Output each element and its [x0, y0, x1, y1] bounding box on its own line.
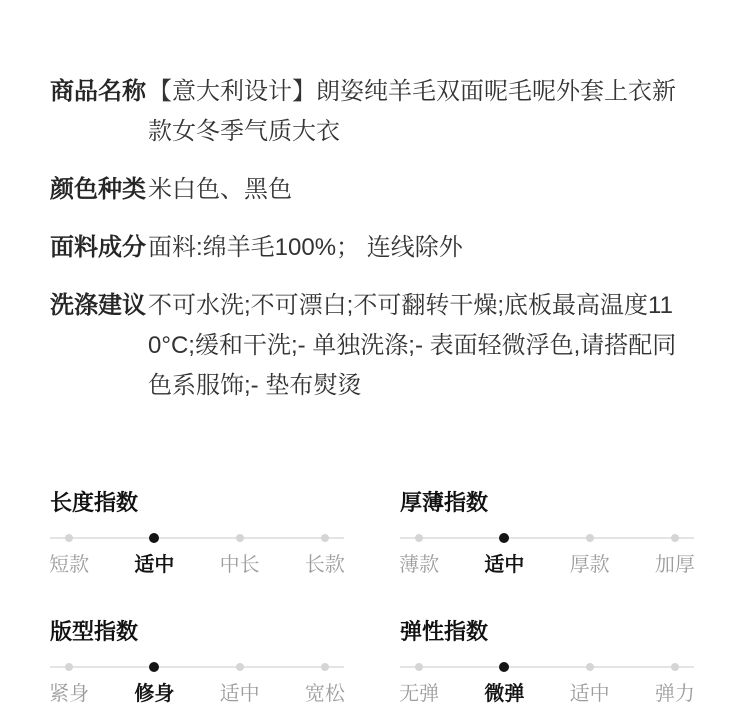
info-label-washing-advice: 洗涤建议 [50, 292, 146, 319]
slider-option: 修身 [134, 683, 175, 705]
index-title-length: 长度指数 [50, 490, 139, 515]
slider-dot [499, 662, 509, 672]
slider-option: 适中 [569, 683, 610, 705]
slider-dot [415, 534, 423, 542]
slider-option: 无弹 [399, 683, 440, 705]
index-block-elasticity [400, 617, 694, 709]
product-info-section [50, 72, 698, 406]
index-title-elasticity: 弹性指数 [400, 619, 489, 644]
info-label-fabric-composition: 面料成分 [50, 234, 146, 261]
slider-dot [415, 663, 423, 671]
slider-option: 宽松 [304, 683, 345, 705]
product-info-row [50, 286, 698, 406]
slider-dot [236, 534, 244, 542]
slider-dot [671, 534, 679, 542]
product-info-row [50, 72, 698, 152]
slider-option: 加厚 [654, 554, 695, 576]
info-label-product-name: 商品名称 [50, 78, 146, 105]
slider-option: 适中 [219, 683, 260, 705]
index-block-length [50, 488, 344, 580]
slider-dot [499, 533, 509, 543]
slider-dot [586, 663, 594, 671]
slider-dot [671, 663, 679, 671]
slider-option: 短款 [49, 554, 90, 576]
slider-dot [236, 663, 244, 671]
index-title-thickness: 厚薄指数 [400, 490, 489, 515]
product-info-row [50, 228, 698, 268]
slider-option: 厚款 [569, 554, 610, 576]
info-value-product-name: 【意大利设计】朗姿纯羊毛双面呢毛呢外套上衣新款女冬季气质大衣 [148, 78, 676, 145]
index-title-fit: 版型指数 [50, 619, 139, 644]
slider-option: 微弹 [484, 683, 525, 705]
product-info-row [50, 170, 698, 210]
length-slider [50, 532, 344, 544]
info-value-washing-advice: 不可水洗;不可漂白;不可翻转干燥;底板最高温度110°C;缓和干洗;- 单独洗涤;- 表面轻微浮色,请搭配同色系服饰;- 垫布熨烫 [148, 292, 677, 399]
index-block-thickness [400, 488, 694, 580]
info-value-fabric-composition: 面料:绵羊毛100%； 连线除外 [148, 234, 463, 261]
slider-track [400, 666, 694, 668]
slider-dot [149, 533, 159, 543]
index-block-fit [50, 617, 344, 709]
slider-track [50, 666, 344, 668]
info-label-color-types: 颜色种类 [50, 176, 146, 203]
slider-dot [321, 663, 329, 671]
slider-option: 适中 [484, 554, 525, 576]
slider-labels [50, 679, 344, 709]
slider-option: 薄款 [399, 554, 440, 576]
slider-track [400, 537, 694, 539]
slider-option: 紧身 [49, 683, 90, 705]
slider-dot [321, 534, 329, 542]
slider-dot [65, 534, 73, 542]
fit-slider [50, 661, 344, 673]
slider-option: 适中 [134, 554, 175, 576]
elasticity-slider [400, 661, 694, 673]
slider-labels [400, 679, 694, 709]
thickness-slider [400, 532, 694, 544]
slider-dot [149, 662, 159, 672]
slider-labels [50, 550, 344, 580]
slider-dot [65, 663, 73, 671]
slider-dot [586, 534, 594, 542]
slider-option: 长款 [304, 554, 345, 576]
slider-option: 中长 [219, 554, 260, 576]
slider-option: 弹力 [654, 683, 695, 705]
slider-labels [400, 550, 694, 580]
indices-section [50, 488, 698, 709]
info-value-color-types: 米白色、黑色 [148, 176, 292, 203]
slider-track [50, 537, 344, 539]
